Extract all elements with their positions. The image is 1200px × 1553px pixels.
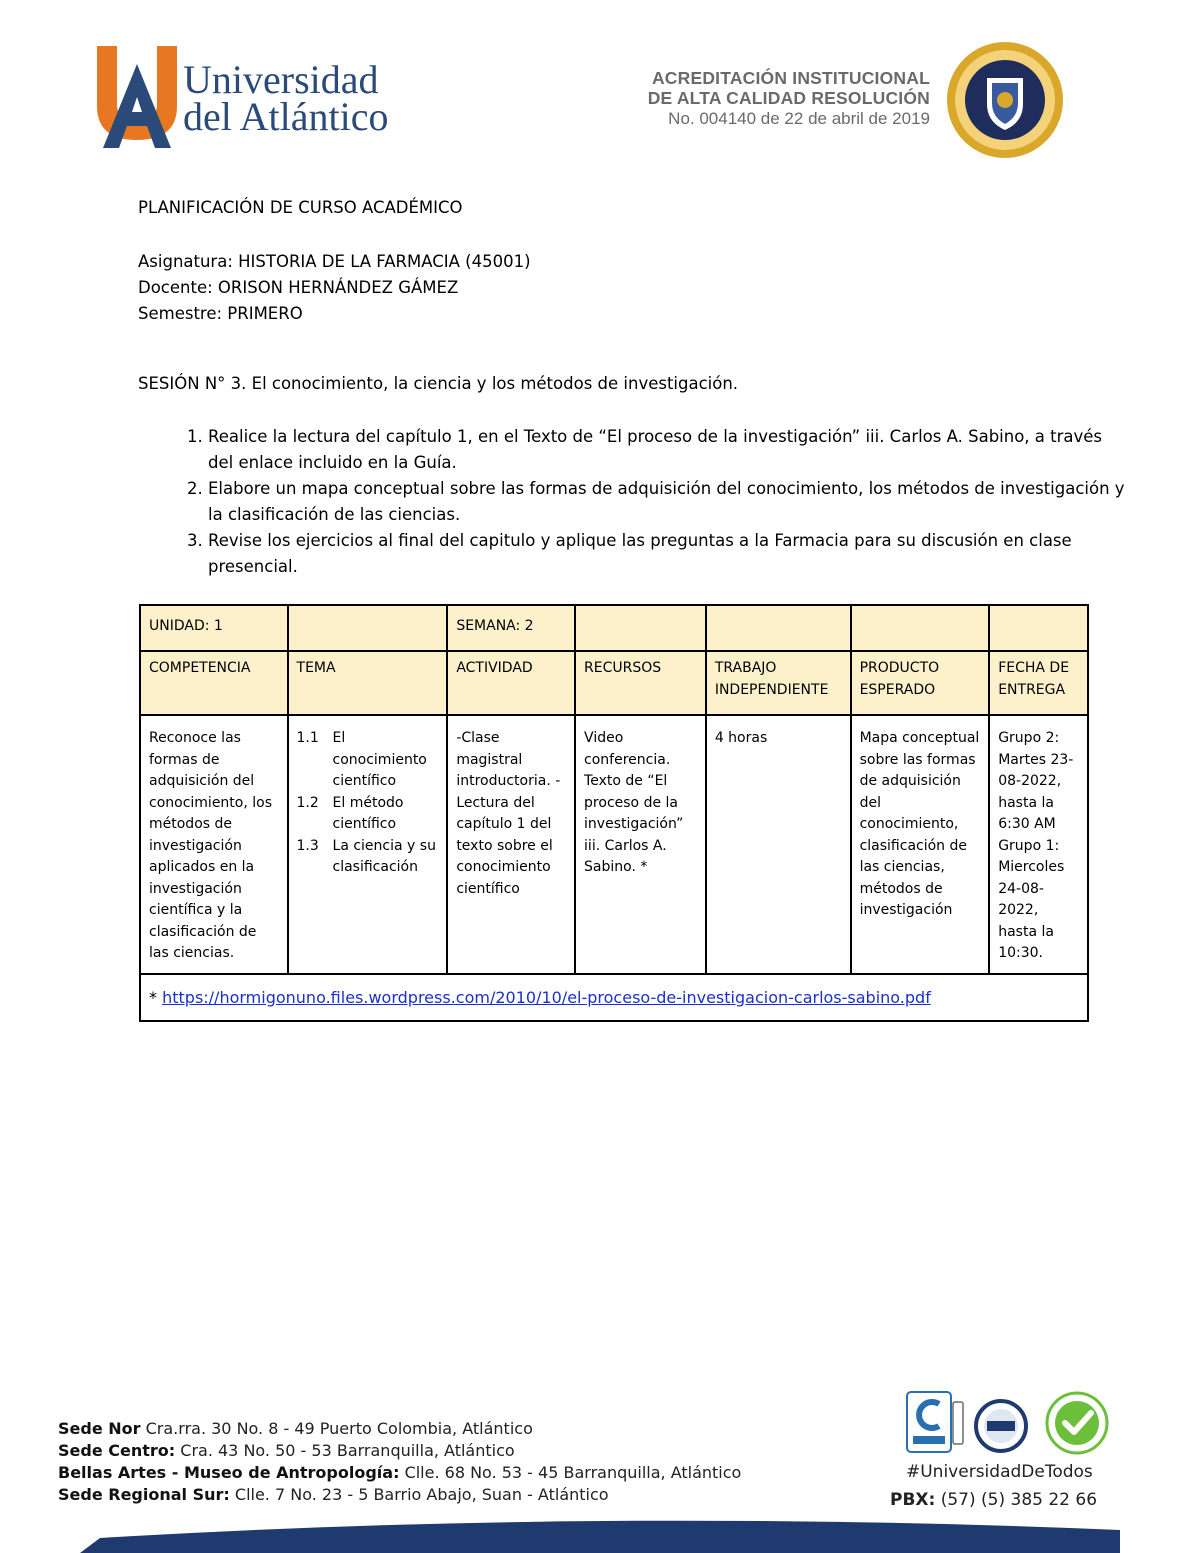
footnote-star: *: [149, 987, 157, 1007]
address-label: Sede Regional Sur:: [58, 1485, 230, 1504]
footnote-cell: [140, 974, 1088, 1022]
footer-addresses: [58, 1418, 741, 1506]
fecha-cell: Grupo 2: Martes 23-08-2022, hasta la 6:30 AM Grupo 1: Miercoles 24-08-2022, hasta la 10:30.: [989, 715, 1088, 974]
tema-item: [297, 836, 439, 879]
column-header: TEMA: [288, 651, 448, 715]
address-line: [58, 1484, 741, 1506]
table-row: [140, 605, 1088, 651]
task-item: 1. Realice la lectura del capítulo 1, en el Texto de “El proceso de la investigación” iii. Carlos A. Sabino, a través del enlace incluido en la Guía.: [208, 424, 1128, 476]
teacher-line: Docente: ORISON HERNÁNDEZ GÁMEZ: [138, 278, 459, 297]
empty-header-cell: [989, 605, 1088, 651]
empty-header-cell: [288, 605, 448, 651]
quality-seal-icon: [945, 40, 1065, 160]
social-responsibility-cert-icon: [1047, 1393, 1107, 1453]
trabajo-cell: 4 horas: [706, 715, 851, 974]
column-header: TRABAJO INDEPENDIENTE: [706, 651, 851, 715]
table-row: [140, 715, 1088, 974]
address-label: Sede Centro:: [58, 1441, 176, 1460]
ua-monogram-icon: [95, 42, 185, 152]
address-line: [58, 1418, 741, 1440]
accreditation-block: [648, 70, 930, 129]
recursos-cell: Video conferencia. Texto de “El proceso de la investigación” iii. Carlos A. Sabino. *: [575, 715, 706, 974]
pbx-line: [890, 1490, 1097, 1510]
footer-band: [0, 1510, 1200, 1553]
tema-item: [297, 793, 439, 836]
column-header: ACTIVIDAD: [447, 651, 575, 715]
session-heading: SESIÓN N° 3. El conocimiento, la ciencia y los métodos de investigación.: [138, 374, 739, 393]
task-item: 3. Revise los ejercicios al final del capitulo y aplique las preguntas a la Farmacia para su discusión en clase presencial.: [208, 528, 1128, 580]
column-header: RECURSOS: [575, 651, 706, 715]
semana-cell: SEMANA: 2: [447, 605, 575, 651]
empty-header-cell: [575, 605, 706, 651]
tema-number: 1.3: [296, 837, 319, 854]
task-list: [170, 424, 1128, 580]
address-label: Sede Nor: [58, 1419, 141, 1438]
empty-header-cell: [851, 605, 990, 651]
logo-text-line2: del Atlántico: [183, 94, 389, 139]
certification-logos: [905, 1388, 1115, 1458]
address-label: Bellas Artes - Museo de Antropología:: [58, 1463, 400, 1482]
logo-text-line1: Universidad: [183, 57, 379, 102]
university-logo: [95, 42, 395, 152]
table-header-row: [140, 651, 1088, 715]
table-footnote-row: [140, 974, 1088, 1022]
address-text: Clle. 7 No. 23 - 5 Barrio Abajo, Suan - Atlántico: [234, 1485, 609, 1504]
course-plan-table: [139, 604, 1089, 1022]
column-header: PRODUCTO ESPERADO: [851, 651, 990, 715]
producto-cell: Mapa conceptual sobre las formas de adquisición del conocimiento, clasificación de las ciencias, métodos de investigación: [851, 715, 990, 974]
icontec-cert-icon: [907, 1392, 963, 1452]
accreditation-line3: No. 004140 de 22 de abril de 2019: [668, 109, 930, 128]
accreditation-line2: DE ALTA CALIDAD RESOLUCIÓN: [647, 87, 930, 108]
address-text: Cra.rra. 30 No. 8 - 49 Puerto Colombia, Atlántico: [145, 1419, 533, 1438]
tema-text: El método científico: [332, 794, 404, 832]
hashtag-text: #UniversidadDeTodos: [906, 1462, 1093, 1482]
tema-text: El conocimiento científico: [332, 730, 427, 789]
tema-number: 1.2: [296, 794, 319, 811]
unidad-cell: UNIDAD: 1: [140, 605, 288, 651]
iqnet-cert-icon: [976, 1401, 1026, 1451]
tema-cell: [288, 715, 448, 974]
tema-number: 1.1: [296, 730, 319, 746]
column-header: COMPETENCIA: [140, 651, 288, 715]
empty-header-cell: [706, 605, 851, 651]
subject-line: Asignatura: HISTORIA DE LA FARMACIA (45001): [138, 252, 531, 271]
tema-text: La ciencia y su clasificación: [332, 837, 436, 875]
column-header: FECHA DE ENTREGA: [989, 651, 1088, 715]
address-line: [58, 1440, 741, 1462]
document-title: PLANIFICACIÓN DE CURSO ACADÉMICO: [138, 198, 463, 217]
address-text: Clle. 68 No. 53 - 45 Barranquilla, Atlántico: [404, 1463, 742, 1482]
semester-line: Semestre: PRIMERO: [138, 304, 303, 323]
address-line: [58, 1462, 741, 1484]
accreditation-seal: [945, 40, 1065, 160]
address-text: Cra. 43 No. 50 - 53 Barranquilla, Atlántico: [180, 1441, 515, 1460]
pbx-number: (57) (5) 385 22 66: [940, 1490, 1098, 1510]
pbx-label: PBX:: [890, 1490, 936, 1510]
sabino-pdf-link[interactable]: https://hormigonuno.files.wordpress.com/2010/10/el-proceso-de-investigacion-carlos-sabino.pdf: [162, 987, 931, 1007]
competencia-cell: Reconoce las formas de adquisición del conocimiento, los métodos de investigación aplicados en la investigación científica y la clasificación de las ciencias.: [140, 715, 288, 974]
accreditation-line1: ACREDITACIÓN INSTITUCIONAL: [651, 68, 930, 88]
tema-item: [297, 728, 439, 793]
actividad-cell: -Clase magistral introductoria. -Lectura del capítulo 1 del texto sobre el conocimiento científico: [447, 715, 575, 974]
task-item: 2. Elabore un mapa conceptual sobre las formas de adquisición del conocimiento, los métodos de investigación y la clasificación de las ciencias.: [208, 476, 1128, 528]
